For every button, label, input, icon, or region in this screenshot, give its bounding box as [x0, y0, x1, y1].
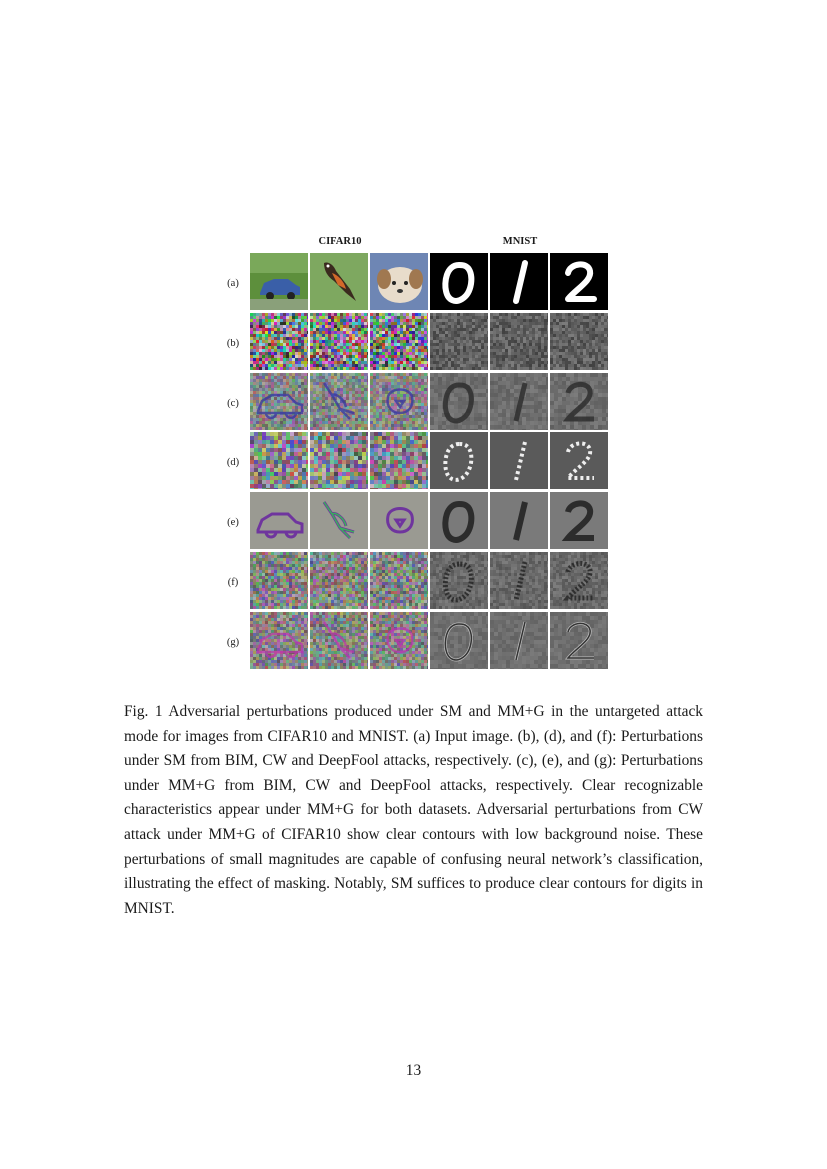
mnist-group-label: MNIST [502, 236, 538, 247]
figure-tile [430, 552, 488, 609]
figure-tile [430, 253, 488, 310]
cifar10-group-label: CIFAR10 [318, 236, 362, 247]
figure-tile [430, 432, 488, 489]
row-label: (e) [227, 517, 239, 529]
row-label: (g) [226, 636, 240, 648]
figure-tile [490, 373, 548, 430]
row-label: (f) [227, 577, 239, 588]
figure-tile [430, 313, 488, 370]
figure-tile [310, 612, 368, 669]
figure-tile [550, 612, 608, 669]
figure-tile [550, 552, 608, 609]
row-label: (c) [227, 397, 239, 409]
figure-tile [310, 313, 368, 370]
figure-tile [310, 253, 368, 310]
figure-tile [550, 432, 608, 489]
figure-tile [550, 313, 608, 370]
figure-tile [310, 432, 368, 489]
figure-tile [430, 612, 488, 669]
row-label: (a) [227, 278, 239, 289]
figure-tile [550, 373, 608, 430]
figure-tile [550, 492, 608, 549]
figure-tile [490, 492, 548, 549]
figure-tile [250, 253, 308, 310]
figure-tile [370, 492, 428, 549]
figure [218, 236, 613, 676]
figure-tile [490, 432, 548, 489]
figure-tile [370, 253, 428, 310]
figure-tile [250, 432, 308, 489]
figure-tile [490, 612, 548, 669]
figure-tile [490, 253, 548, 310]
page-number: 13 [405, 1062, 422, 1079]
figure-tile [430, 492, 488, 549]
figure-tile [430, 373, 488, 430]
figure-tile [370, 432, 428, 489]
figure-caption: Fig. 1 Adversarial perturbations produced under SM and MM+G in the untargeted attack mode for images from CIFAR10 and MNIST. (a) Input image. (b), (d), and (f): Perturbations under SM from BIM, CW and DeepFool attacks, respectively. (c), (e), and (g): Perturbations under MM+G from BIM, CW and DeepFool attacks, respectively. Clear recognizable characteristics appear under MM+G for both datasets. Adversarial perturbations from CW attack under MM+G of CIFAR10 show clear contours with low background noise. These perturbations of small magnitudes are capable of confusing neural network’s classification, illustrating the effect of masking. Notably, SM suffices to produce clear contours for digits in MNIST. [124, 703, 703, 917]
figure-tile [550, 253, 608, 310]
figure-tile [250, 612, 308, 669]
figure-tile [370, 612, 428, 669]
row-label: (b) [226, 337, 240, 349]
figure-tile [490, 552, 548, 609]
figure-tile [310, 492, 368, 549]
row-label: (d) [226, 457, 240, 469]
figure-tile [370, 552, 428, 609]
figure-tile [490, 313, 548, 370]
figure-tile [310, 552, 368, 609]
figure-tile [250, 313, 308, 370]
figure-tile [310, 373, 368, 430]
figure-tile [370, 313, 428, 370]
figure-tile [250, 373, 308, 430]
figure-tile [370, 373, 428, 430]
figure-tile [250, 552, 308, 609]
figure-tile [250, 492, 308, 549]
